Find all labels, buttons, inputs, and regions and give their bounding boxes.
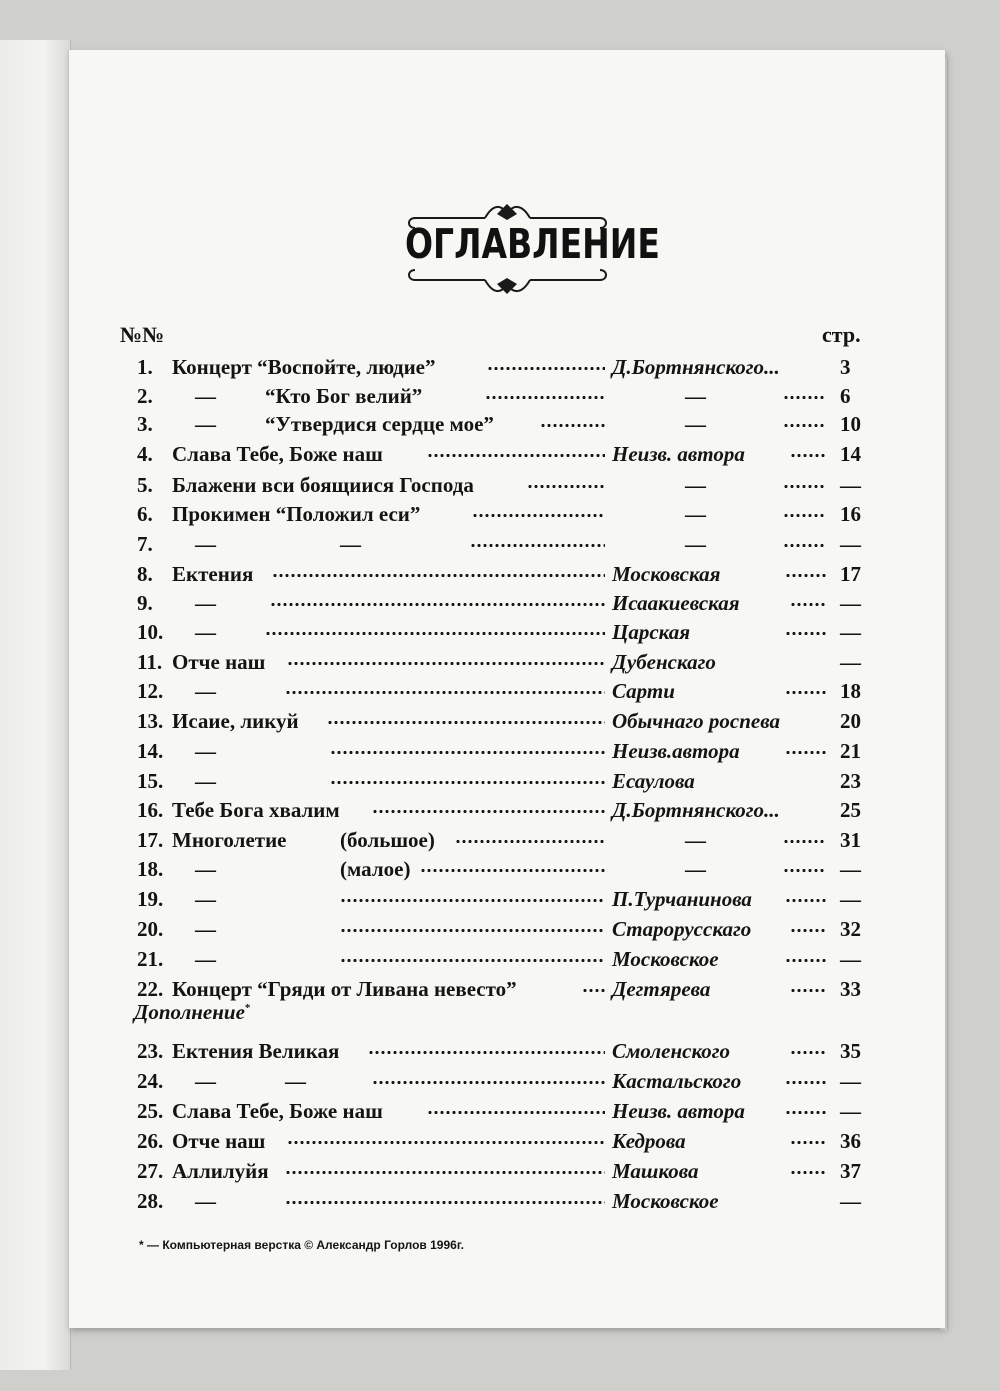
leader-dots — [285, 1171, 605, 1174]
leader-dots — [285, 691, 605, 694]
entry-title: Слава Тебе, Боже наш — [172, 1099, 383, 1123]
entry-title: Прокимен “Положил еси” — [172, 502, 421, 526]
entry-page: — — [840, 650, 861, 674]
leader-dots — [790, 989, 826, 992]
entry-author: Царская — [612, 620, 691, 644]
entry-page: — — [840, 532, 861, 556]
leader-dots — [427, 1111, 605, 1114]
leader-dots — [372, 810, 605, 813]
toc-entry — [0, 384, 876, 412]
entry-author: — — [685, 412, 706, 436]
entry-number: 21. — [137, 947, 164, 971]
entry-title: Тебе Бога хвалим — [172, 798, 340, 822]
leader-dots — [527, 485, 605, 488]
leader-dots — [470, 544, 605, 547]
entry-title: Аллилуйя — [172, 1159, 269, 1183]
leader-dots — [785, 691, 826, 694]
entry-number: 20. — [137, 917, 164, 941]
toc-entry — [0, 739, 876, 767]
entry-page: — — [840, 620, 861, 644]
entry-author: Московская — [612, 562, 721, 586]
entry-number: 6. — [137, 502, 153, 526]
footnote: * — Компьютерная верстка © Александр Горлов 1996г. — [139, 1238, 464, 1252]
entry-number: 1. — [137, 355, 153, 379]
leader-dots — [420, 869, 605, 872]
leader-dots — [287, 662, 605, 665]
number-column-header: №№ — [120, 322, 165, 347]
entry-ditto-dash: — — [195, 947, 216, 971]
leader-dots — [790, 929, 826, 932]
entry-page: 3 — [840, 355, 851, 379]
entry-title: Ектения — [172, 562, 254, 586]
entry-author: Машкова — [612, 1159, 699, 1183]
leader-dots — [472, 514, 605, 517]
entry-number: 19. — [137, 887, 164, 911]
entry-number: 22. — [137, 977, 164, 1001]
toc-entry — [0, 977, 876, 1005]
leader-dots — [790, 603, 826, 606]
leader-dots — [783, 396, 826, 399]
toc-entry — [0, 1159, 876, 1187]
leader-dots — [790, 1051, 826, 1054]
leader-dots — [368, 1051, 605, 1054]
entry-number: 13. — [137, 709, 164, 733]
entry-number: 23. — [137, 1039, 164, 1063]
entry-author: Кедрова — [612, 1129, 686, 1153]
entry-author: — — [685, 502, 706, 526]
entry-page: 33 — [840, 977, 861, 1001]
entry-note: (большое) — [340, 828, 435, 852]
leader-dots — [285, 1201, 605, 1204]
toc-entry — [0, 1069, 876, 1097]
entry-number: 14. — [137, 739, 164, 763]
toc-entry — [0, 828, 876, 856]
entry-ditto-dash: — — [285, 1069, 306, 1093]
entry-title: Концерт “Гряди от Ливана невесто” — [172, 977, 517, 1001]
entry-author: — — [685, 857, 706, 881]
entry-ditto-dash: — — [195, 917, 216, 941]
entry-page: — — [840, 473, 861, 497]
toc-entry — [0, 887, 876, 915]
entry-ditto-dash: — — [195, 620, 216, 644]
entry-title: Слава Тебе, Боже наш — [172, 442, 383, 466]
leader-dots — [582, 989, 605, 992]
entry-number: 24. — [137, 1069, 164, 1093]
entry-ditto-dash: — — [195, 532, 216, 556]
entry-page: — — [840, 1069, 861, 1093]
toc-entry — [0, 620, 876, 648]
entry-page: — — [840, 887, 861, 911]
leader-dots — [785, 1111, 826, 1114]
entry-title: Многолетие — [172, 828, 287, 852]
leader-dots — [783, 514, 826, 517]
entry-title: Блажени вси боящиися Господа — [172, 473, 474, 497]
entry-title: “Утвердися сердце мое” — [265, 412, 494, 436]
entry-number: 11. — [137, 650, 163, 674]
leader-dots — [485, 396, 605, 399]
leader-dots — [785, 959, 826, 962]
leader-dots — [427, 454, 605, 457]
entry-page: — — [840, 1189, 861, 1213]
entry-page: 10 — [840, 412, 861, 436]
entry-page: 32 — [840, 917, 861, 941]
toc-entry — [0, 1099, 876, 1127]
entry-page: 36 — [840, 1129, 861, 1153]
entry-page: 21 — [840, 739, 861, 763]
toc-entry — [0, 857, 876, 885]
toc-entry — [0, 1039, 876, 1067]
entry-page: — — [840, 947, 861, 971]
leader-dots — [783, 840, 826, 843]
toc-entry — [0, 798, 876, 826]
toc-entry — [0, 947, 876, 975]
entry-author: Есаулова — [612, 769, 695, 793]
entry-author: Неизв. автора — [612, 1099, 745, 1123]
entry-number: 28. — [137, 1189, 164, 1213]
entry-page: 37 — [840, 1159, 861, 1183]
entry-title: Исаие, ликуй — [172, 709, 299, 733]
leader-dots — [790, 454, 826, 457]
leader-dots — [785, 632, 826, 635]
entry-title: “Кто Бог велий” — [265, 384, 423, 408]
entry-number: 15. — [137, 769, 164, 793]
entry-number: 17. — [137, 828, 164, 852]
entry-number: 2. — [137, 384, 153, 408]
entry-number: 18. — [137, 857, 164, 881]
toc-entry — [0, 442, 876, 470]
entry-page: 31 — [840, 828, 861, 852]
entry-ditto-dash: — — [195, 384, 216, 408]
entry-ditto-dash: — — [340, 532, 361, 556]
entry-author: Дегтярева — [612, 977, 711, 1001]
toc-entry — [0, 917, 876, 945]
entry-page: — — [840, 1099, 861, 1123]
entry-author: — — [685, 384, 706, 408]
toc-entry — [0, 650, 876, 678]
toc-entry — [0, 709, 876, 737]
entry-title: Отче наш — [172, 650, 266, 674]
entry-number: 27. — [137, 1159, 164, 1183]
leader-dots — [265, 632, 605, 635]
toc-entry — [0, 412, 876, 440]
entry-author: Сарти — [612, 679, 675, 703]
supplement-marker: * — [244, 1002, 251, 1014]
entry-author: П.Турчанинова — [612, 887, 752, 911]
toc-entry — [0, 473, 876, 501]
entry-ditto-dash: — — [195, 1189, 216, 1213]
leader-dots — [270, 603, 605, 606]
entry-ditto-dash: — — [195, 739, 216, 763]
entry-author: Дубенскаго — [612, 650, 716, 674]
entry-number: 26. — [137, 1129, 164, 1153]
leader-dots — [785, 899, 826, 902]
entry-ditto-dash: — — [195, 679, 216, 703]
leader-dots — [785, 1081, 826, 1084]
entry-page: — — [840, 857, 861, 881]
entry-ditto-dash: — — [195, 769, 216, 793]
supplement-label: Дополнение — [134, 1000, 245, 1024]
entry-number: 25. — [137, 1099, 164, 1123]
entry-number: 9. — [137, 591, 153, 615]
entry-number: 5. — [137, 473, 153, 497]
entry-number: 8. — [137, 562, 153, 586]
entry-page: 35 — [840, 1039, 861, 1063]
title-ornament — [405, 200, 660, 296]
leader-dots — [340, 959, 605, 962]
leader-dots — [790, 1141, 826, 1144]
leader-dots — [790, 1171, 826, 1174]
toc-entry — [0, 1189, 876, 1217]
entry-author: Исаакиевская — [612, 591, 740, 615]
entry-title: Ектения Великая — [172, 1039, 340, 1063]
entry-author: Московское — [612, 1189, 719, 1213]
leader-dots — [487, 367, 605, 370]
toc-entry — [0, 591, 876, 619]
page-column-header: стр. — [822, 322, 861, 347]
leader-dots — [340, 899, 605, 902]
entry-author: Смоленского — [612, 1039, 731, 1063]
toc-entry — [0, 502, 876, 530]
entry-author: Неизв. автора — [612, 442, 745, 466]
entry-author: Д.Бортнянского... — [612, 355, 780, 379]
entry-author: — — [685, 828, 706, 852]
toc-entry — [0, 769, 876, 797]
entry-author: Неизв.автора — [612, 739, 740, 763]
entry-author: Обычнаго роспева — [612, 709, 780, 733]
toc-entry — [0, 1129, 876, 1157]
toc-entry — [0, 679, 876, 707]
entry-page: 25 — [840, 798, 861, 822]
entry-ditto-dash: — — [195, 591, 216, 615]
entry-ditto-dash: — — [195, 1069, 216, 1093]
leader-dots — [785, 751, 826, 754]
entry-note: (малое) — [340, 857, 411, 881]
entry-author: Кастальского — [612, 1069, 742, 1093]
leader-dots — [783, 544, 826, 547]
leader-dots — [372, 1081, 605, 1084]
entry-author: — — [685, 532, 706, 556]
entry-page: 23 — [840, 769, 861, 793]
toc-entry — [0, 562, 876, 590]
entry-ditto-dash: — — [195, 857, 216, 881]
entry-page: 18 — [840, 679, 861, 703]
page-title: ОГЛАВЛЕНИЕ — [405, 219, 660, 268]
entry-author: — — [685, 473, 706, 497]
leader-dots — [783, 485, 826, 488]
entry-author: Д.Бортнянского... — [612, 798, 780, 822]
leader-dots — [783, 869, 826, 872]
entry-author: Старорусскаго — [612, 917, 752, 941]
entry-title: Отче наш — [172, 1129, 266, 1153]
leader-dots — [287, 1141, 605, 1144]
toc-entry — [0, 355, 876, 383]
entry-number: 16. — [137, 798, 164, 822]
leader-dots — [327, 721, 605, 724]
entry-page: 6 — [840, 384, 851, 408]
entry-number: 3. — [137, 412, 153, 436]
leader-dots — [272, 574, 605, 577]
entry-page: 14 — [840, 442, 861, 466]
entry-number: 10. — [137, 620, 164, 644]
entry-page: 17 — [840, 562, 861, 586]
entry-number: 7. — [137, 532, 153, 556]
entry-number: 12. — [137, 679, 164, 703]
leader-dots — [340, 929, 605, 932]
leader-dots — [455, 840, 605, 843]
entry-page: — — [840, 591, 861, 615]
leader-dots — [330, 781, 605, 784]
leader-dots — [330, 751, 605, 754]
entry-number: 4. — [137, 442, 153, 466]
entry-ditto-dash: — — [195, 887, 216, 911]
leader-dots — [785, 574, 826, 577]
entry-title: Концерт “Воспойте, людие” — [172, 355, 436, 379]
supplement-heading — [134, 1000, 250, 1025]
leader-dots — [540, 424, 605, 427]
entry-ditto-dash: — — [195, 412, 216, 436]
entry-page: 20 — [840, 709, 861, 733]
leader-dots — [783, 424, 826, 427]
entry-author: Московское — [612, 947, 719, 971]
toc-entry — [0, 532, 876, 560]
entry-page: 16 — [840, 502, 861, 526]
